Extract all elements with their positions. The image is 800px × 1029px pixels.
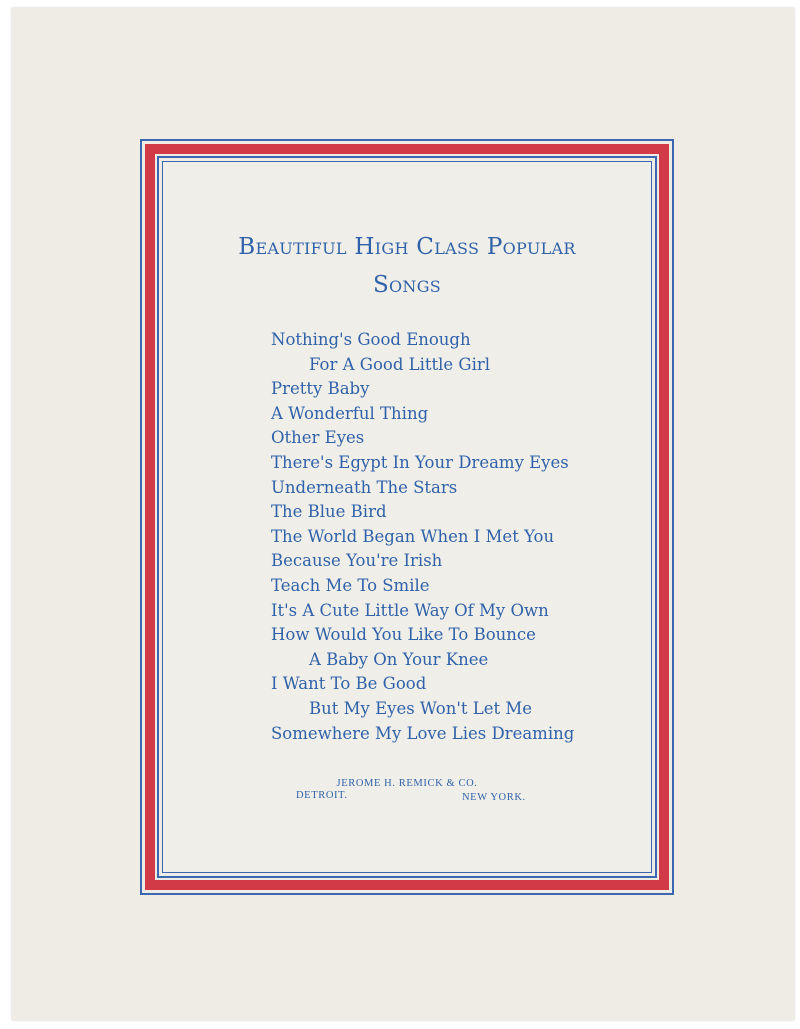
song-title: There's Egypt In Your Dreamy Eyes [271, 452, 569, 472]
song-title: A Wonderful Thing [271, 403, 429, 423]
page-title-line-2: Songs [372, 272, 442, 298]
song-title: Underneath The Stars [271, 477, 458, 497]
song-title: Pretty Baby [271, 379, 370, 399]
song-title: Somewhere My Love Lies Dreaming [271, 723, 575, 743]
song-title: A Baby On Your Knee [309, 649, 489, 669]
publisher-city-detroit: DETROIT. [296, 790, 348, 801]
song-title: How Would You Like To Bounce [271, 625, 536, 645]
song-title: Teach Me To Smile [271, 575, 430, 595]
song-title: It's A Cute Little Way Of My Own [271, 600, 549, 620]
publisher-name: JEROME H. REMICK & CO. [336, 778, 478, 789]
song-title: For A Good Little Girl [309, 354, 491, 374]
song-title: The World Began When I Met You [271, 526, 555, 546]
song-title: Because You're Irish [271, 551, 443, 571]
song-list [271, 328, 611, 746]
song-title: But My Eyes Won't Let Me [309, 698, 532, 718]
sheet-music-page [12, 8, 794, 1020]
publisher-city-new-york: NEW YORK. [462, 792, 526, 803]
song-title: I Want To Be Good [271, 674, 427, 694]
page-title-line-1: Beautiful High Class Popular [238, 234, 576, 260]
song-title: The Blue Bird [271, 502, 387, 522]
song-title: Nothing's Good Enough [271, 330, 471, 349]
song-title: Other Eyes [271, 428, 365, 448]
